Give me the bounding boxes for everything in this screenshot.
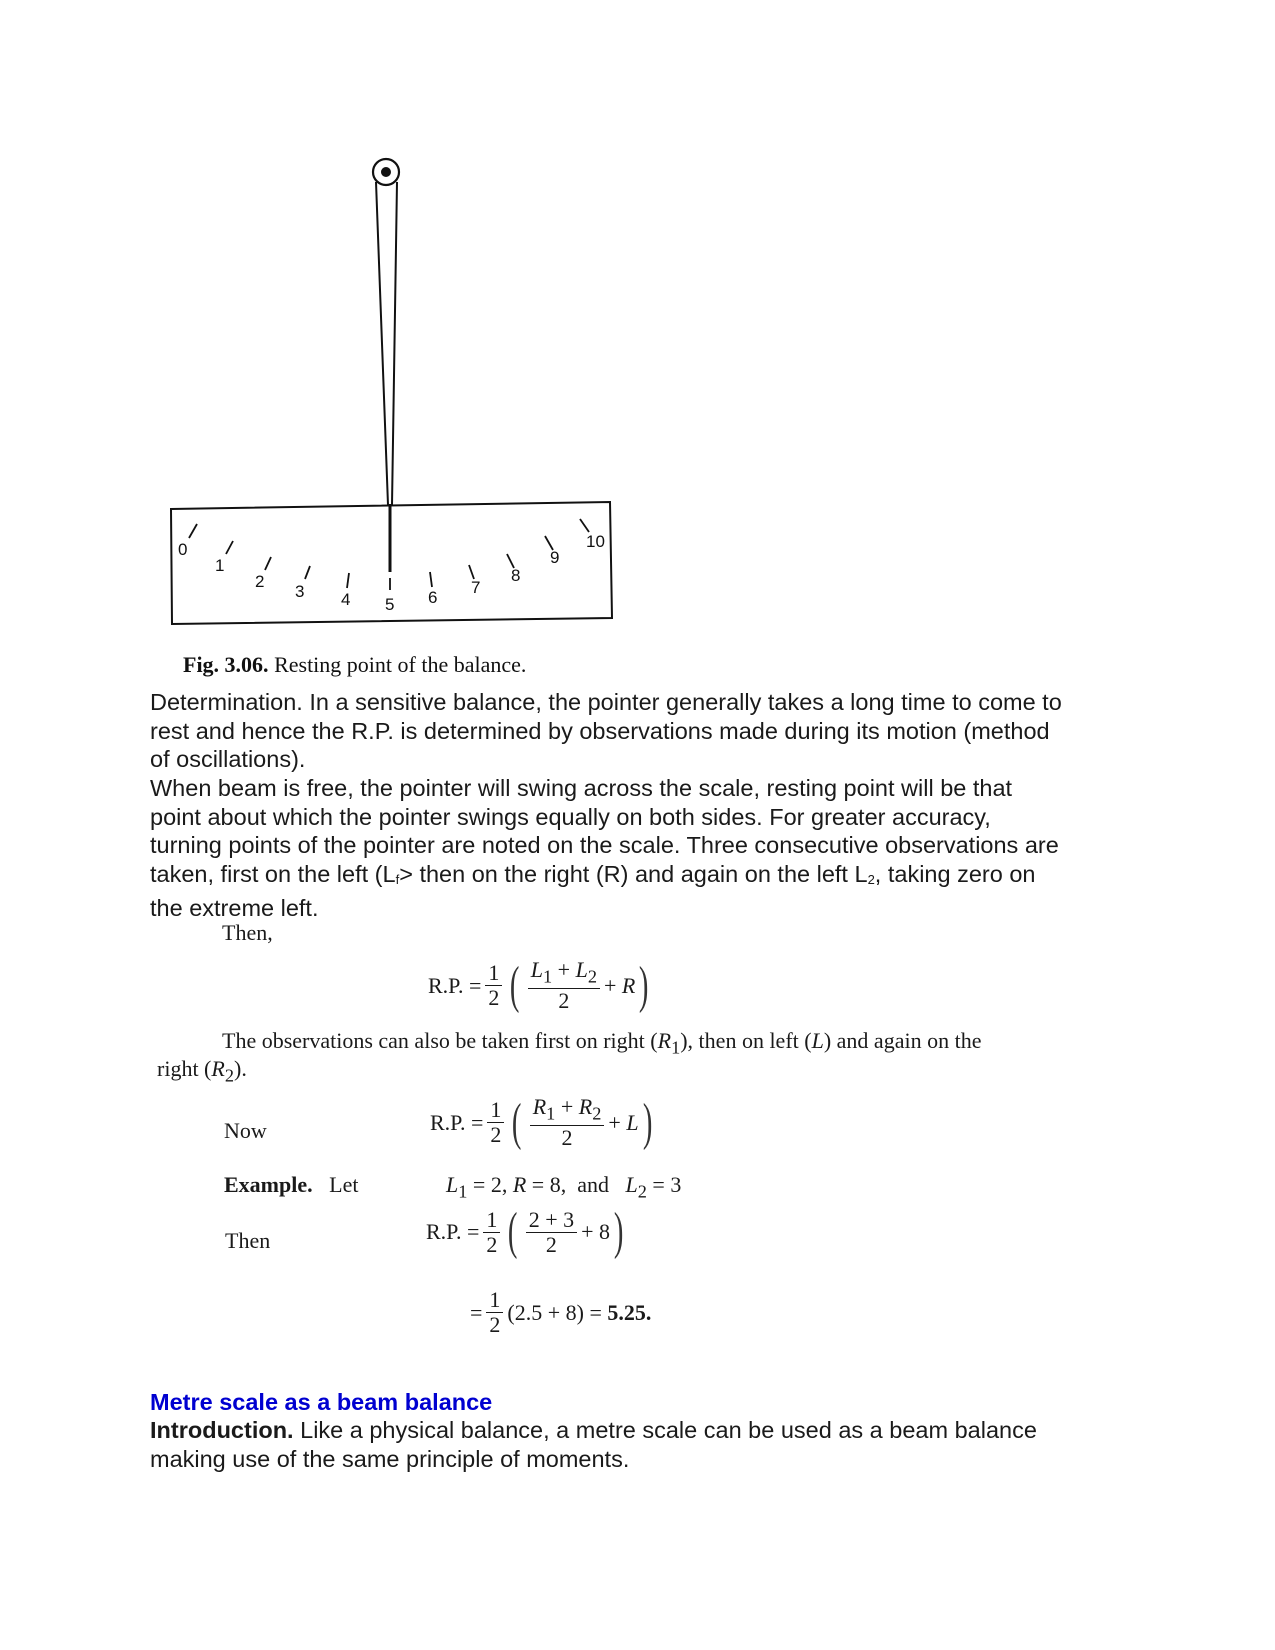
example-values (446, 1172, 681, 1202)
numerator: 1 (487, 1098, 504, 1123)
left-paren: ( (508, 1203, 518, 1260)
and-word: and (577, 1172, 609, 1197)
subscript: 1 (546, 1103, 556, 1124)
fraction-inner (526, 1208, 577, 1257)
var: R (578, 1094, 593, 1119)
section-heading: Metre scale as a beam balance (150, 1389, 493, 1415)
example-label: Example. (224, 1172, 313, 1197)
text-line: turning points of the pointer are noted on the scale. Three consecutive observations are (150, 832, 1059, 859)
formula-lhs: R.P. = (430, 1109, 484, 1135)
intro-paragraph (150, 1416, 1150, 1474)
value: = 2, (467, 1172, 513, 1197)
result: 5.25. (607, 1299, 652, 1325)
var: L (625, 1172, 638, 1197)
text-fragment: ). (234, 1056, 247, 1081)
text-line: making use of the same principle of moments. (150, 1446, 630, 1472)
var: R (621, 972, 636, 998)
text-fragment: Like a physical balance, a metre scale can be used as a beam balance (293, 1417, 1037, 1443)
formula-rp-left-observations (428, 958, 653, 1013)
formula-lhs: R.P. = (428, 972, 482, 998)
fraction-half (483, 1208, 500, 1257)
scale-label-9: 9 (550, 548, 560, 567)
let-label: Let (329, 1172, 359, 1197)
var: R (532, 1094, 547, 1119)
text-line: point about which the pointer swings equally on both sides. For greater accuracy, (150, 803, 991, 830)
var: R (657, 1028, 672, 1053)
swing-paragraph (150, 774, 1140, 923)
fraction-half (485, 961, 502, 1010)
denominator: 2 (486, 1231, 498, 1257)
op: + (603, 972, 617, 998)
scale-label-4: 4 (341, 590, 351, 609)
formula-lhs: R.P. = (426, 1219, 480, 1244)
text-line: rest and hence the R.P. is determined by observations made during its motion (method (150, 717, 1050, 744)
right-paren: ) (642, 1093, 652, 1151)
fraction-half (486, 1288, 503, 1337)
fraction-half (487, 1098, 504, 1147)
text-fragment: , taking zero on (874, 860, 1036, 887)
numerator (530, 1095, 605, 1126)
then-label: Then, (222, 920, 273, 945)
text-line: When beam is free, the pointer will swing across the scale, resting point will be that (150, 775, 1013, 801)
formula-rp-right-observations (430, 1095, 656, 1150)
var: L (575, 957, 588, 982)
then-label-2: Then (225, 1228, 271, 1253)
op: + (552, 957, 576, 982)
scale-label-3: 3 (295, 582, 305, 601)
figure-caption-label: Fig. 3.06. (183, 652, 269, 677)
subscript: 1 (458, 1181, 468, 1202)
denominator: 2 (489, 1312, 501, 1337)
var: L (626, 1109, 639, 1135)
denominator: 2 (558, 988, 570, 1014)
formula-rp-result (470, 1288, 651, 1337)
text-fragment: ), then on left ( (680, 1028, 812, 1053)
denominator: 2 (561, 1125, 573, 1151)
scale-label-6: 6 (428, 588, 438, 607)
var: R (211, 1056, 225, 1081)
numerator: 1 (483, 1208, 500, 1233)
equals: = (470, 1299, 483, 1325)
subscript: 2 (592, 1103, 602, 1124)
fraction-inner (528, 958, 600, 1013)
determination-paragraph (150, 688, 1140, 774)
formula-rp-example (426, 1203, 627, 1260)
alt-observations-line2 (157, 1056, 247, 1086)
now-label: Now (224, 1118, 267, 1143)
figure-caption-text: Resting point of the balance. (274, 652, 527, 677)
scale-label-7: 7 (471, 578, 481, 597)
scale-label-1: 1 (215, 556, 225, 575)
var: L (811, 1028, 824, 1053)
right-paren: ) (639, 956, 649, 1014)
text-line: Determination. In a sensitive balance, the pointer generally takes a long time to come to (150, 689, 1062, 715)
text-line (150, 860, 1140, 895)
text-line (150, 1416, 1150, 1445)
denominator: 2 (545, 1231, 557, 1257)
scale-label-2: 2 (255, 572, 265, 591)
text-fragment: ) and again on the (823, 1028, 982, 1053)
denominator: 2 (490, 1122, 502, 1148)
figure-caption (183, 652, 526, 678)
subscript: 1 (671, 1037, 681, 1058)
numerator: 1 (486, 1288, 503, 1313)
value: = 8, (526, 1172, 567, 1197)
scale-label-8: 8 (511, 566, 521, 585)
expression: (2.5 + 8) = (507, 1299, 602, 1325)
subscript: 2 (867, 871, 875, 887)
text-line: of oscillations). (150, 746, 306, 773)
right-paren: ) (613, 1203, 624, 1260)
left-paren: ( (510, 956, 520, 1014)
scale-label-0: 0 (178, 540, 188, 559)
text-line: the extreme left. (150, 895, 319, 922)
var: R (512, 1172, 527, 1197)
numerator: 2 + 3 (526, 1208, 577, 1233)
tail: + 8 (581, 1219, 611, 1244)
var: L (446, 1172, 459, 1197)
balance-pointer-diagram (0, 0, 1275, 660)
subscript: 2 (637, 1181, 647, 1202)
var: L (530, 957, 543, 982)
subscript: 2 (224, 1065, 235, 1086)
pointer (373, 159, 399, 572)
subscript: 1 (542, 966, 553, 987)
numerator (528, 958, 600, 989)
op: + (555, 1094, 579, 1119)
text-fragment: taken, first on the left (L (150, 860, 396, 887)
numerator: 1 (485, 961, 502, 986)
subscript: 2 (587, 966, 597, 987)
balance-scale-figure (0, 0, 1275, 660)
value: = 3 (646, 1172, 682, 1197)
example-line (224, 1172, 358, 1198)
text-fragment: > then on the right (R) and again on the left L (399, 860, 868, 887)
left-paren: ( (512, 1093, 522, 1151)
fraction-inner (530, 1095, 605, 1150)
intro-label: Introduction. (150, 1417, 294, 1443)
scale-label-10: 10 (586, 532, 605, 551)
text-fragment: The observations can also be taken first on right ( (222, 1028, 658, 1053)
subscript: f (395, 871, 400, 887)
text-fragment: right ( (157, 1056, 212, 1081)
scale-label-5: 5 (385, 595, 395, 614)
op: + (608, 1109, 621, 1135)
alt-observations-line1 (222, 1028, 981, 1058)
denominator: 2 (488, 985, 500, 1011)
